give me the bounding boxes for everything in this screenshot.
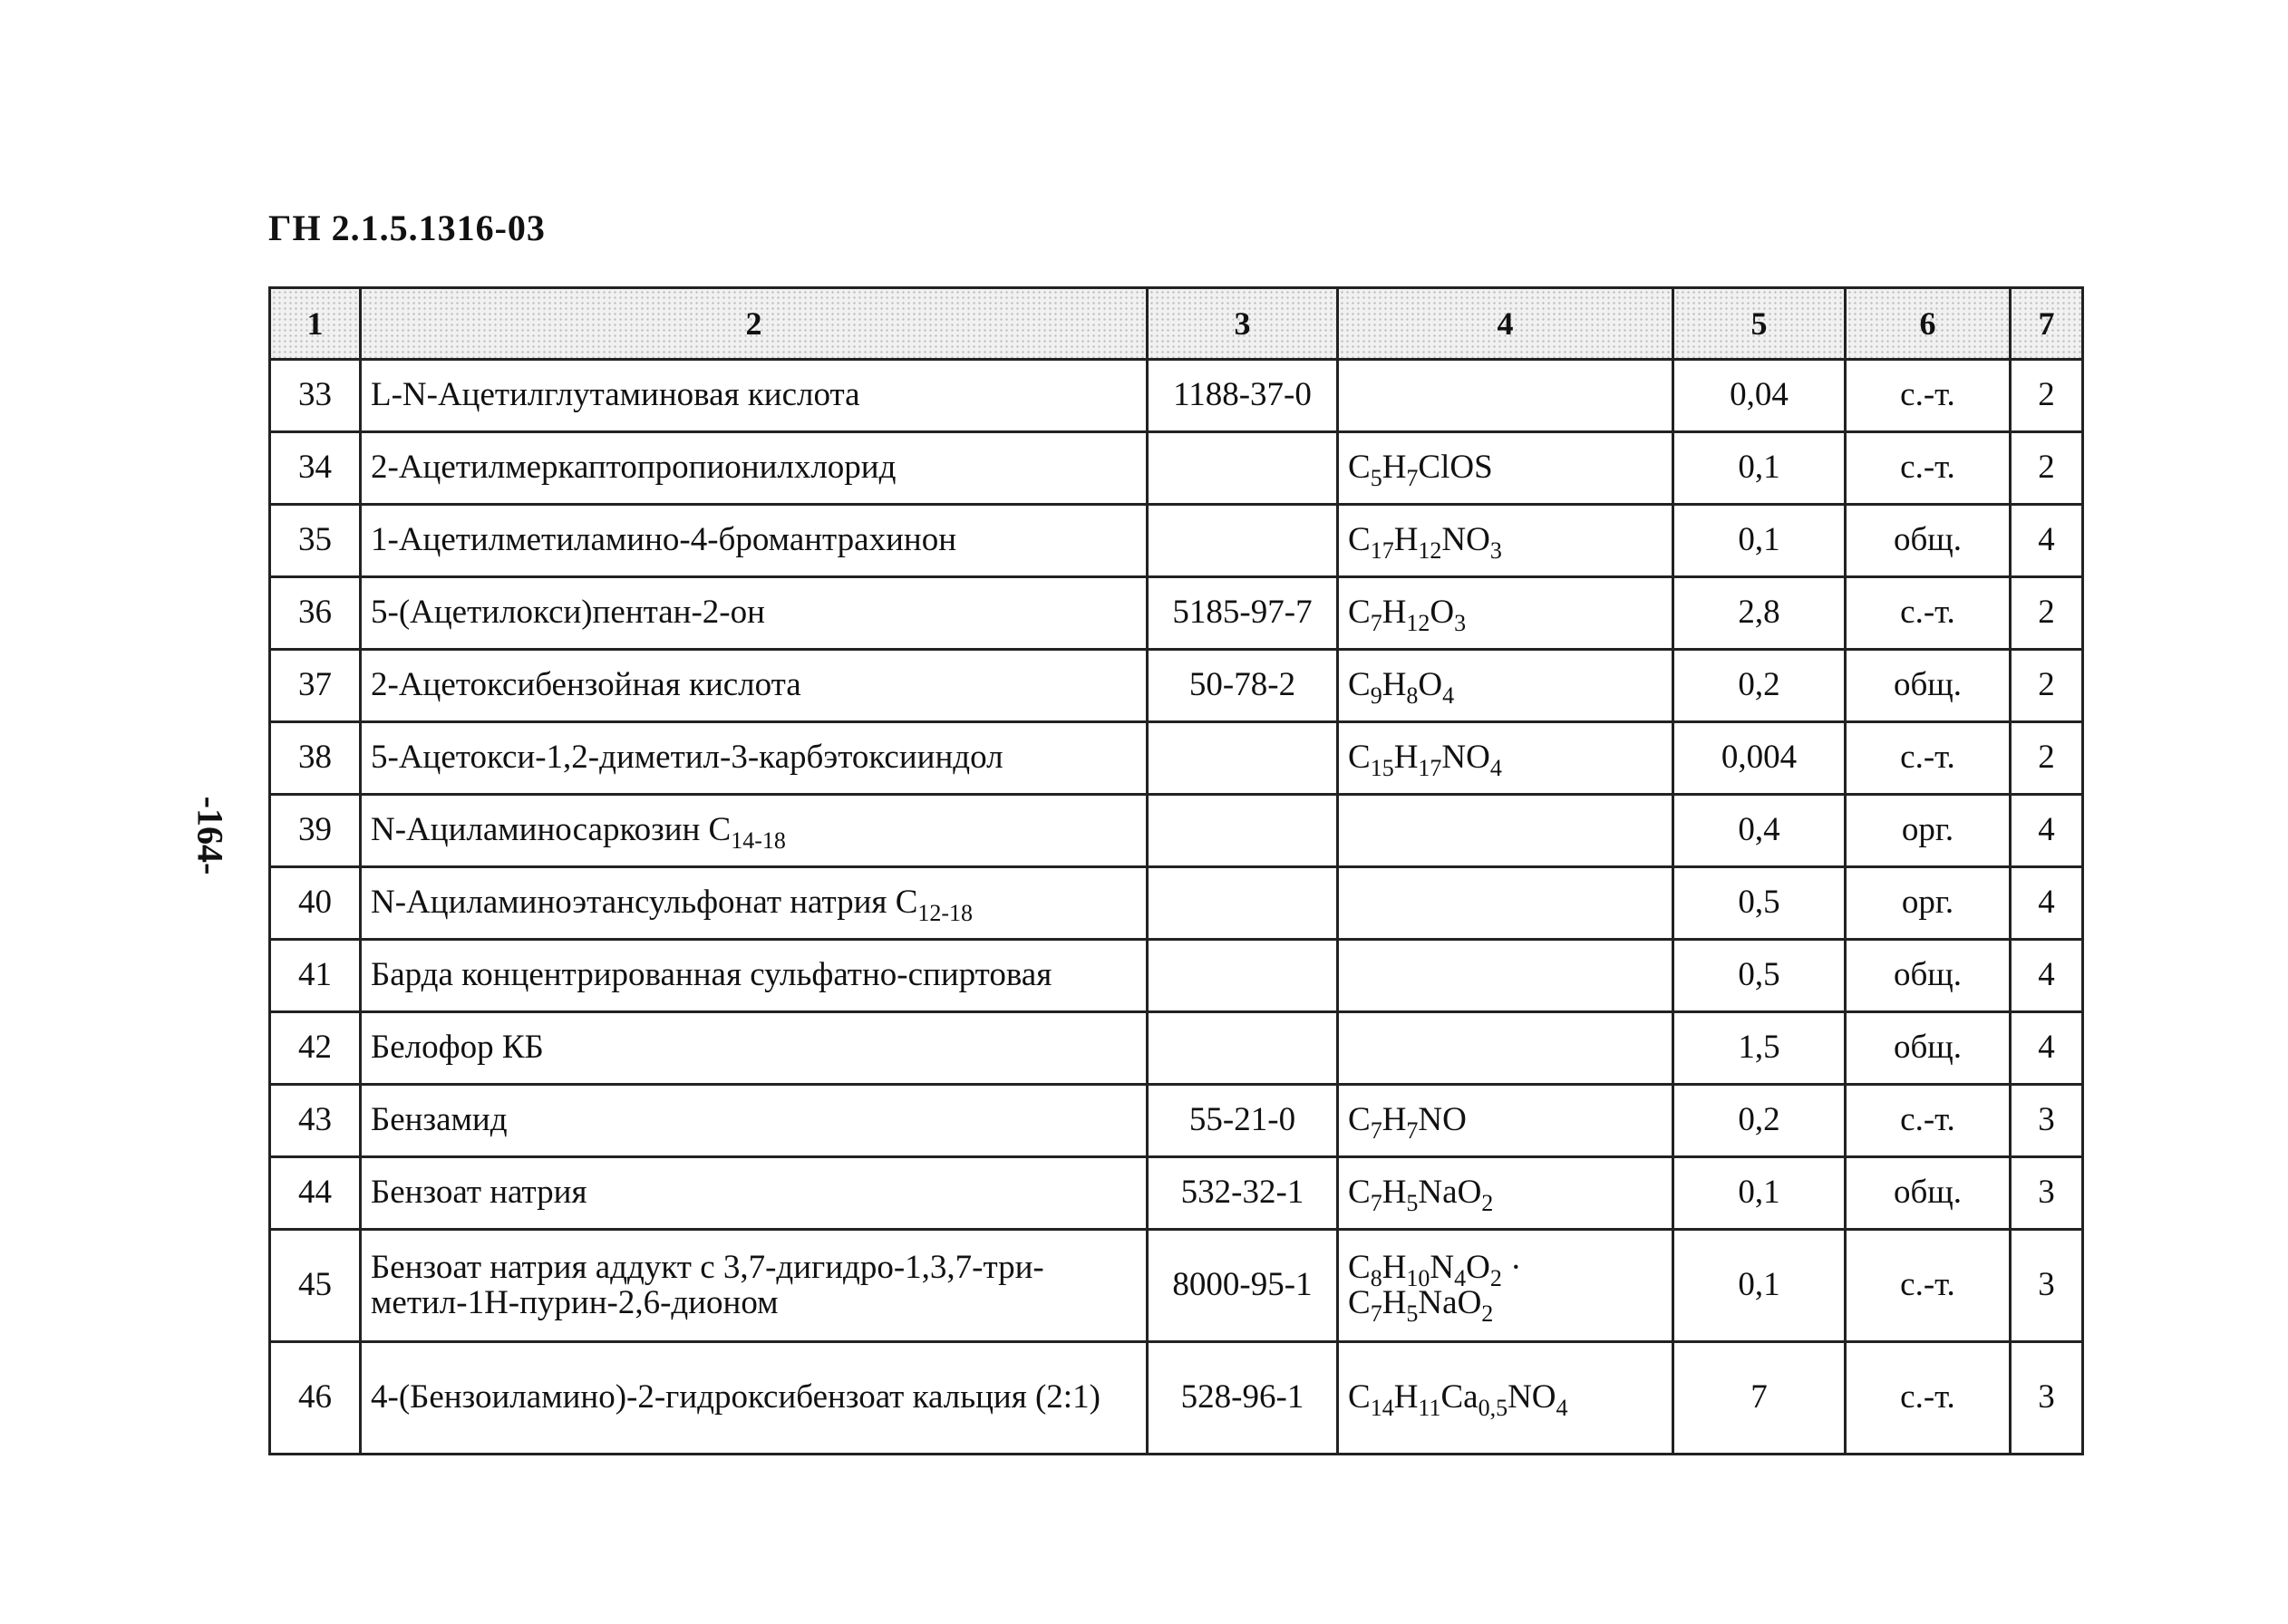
hazard-class-cell: 2	[2011, 650, 2083, 722]
row-number-cell: 40	[270, 867, 361, 940]
table-row	[270, 1085, 2083, 1157]
substance-name-cell: Бензоат натрия	[361, 1157, 1148, 1230]
cas-number-cell: 50-78-2	[1148, 650, 1338, 722]
substance-name-cell: Белофор КБ	[361, 1012, 1148, 1085]
hazard-class-cell: 4	[2011, 505, 2083, 577]
chemical-formula-cell	[1338, 795, 1673, 867]
hazard-class-cell: 4	[2011, 1012, 2083, 1085]
cas-number-cell: 55-21-0	[1148, 1085, 1338, 1157]
table-row	[270, 360, 2083, 432]
page-number-text: -164-	[189, 796, 231, 875]
limit-value-cell: 0,5	[1673, 940, 1846, 1012]
table-row	[270, 577, 2083, 650]
column-header: 7	[2011, 288, 2083, 360]
hazard-indicator-cell: с.-т.	[1846, 360, 2011, 432]
limit-value-cell: 0,004	[1673, 722, 1846, 795]
limit-value-cell: 0,2	[1673, 650, 1846, 722]
hazard-class-cell: 3	[2011, 1342, 2083, 1455]
cas-number-cell: 1188-37-0	[1148, 360, 1338, 432]
hazard-indicator-cell: общ.	[1846, 1012, 2011, 1085]
row-number-cell: 34	[270, 432, 361, 505]
limit-value-cell: 0,4	[1673, 795, 1846, 867]
chemical-formula-cell: $C_7H_5NaO_2$	[1338, 1157, 1673, 1230]
hazard-class-cell: 2	[2011, 577, 2083, 650]
row-number-cell: 44	[270, 1157, 361, 1230]
hazard-indicator-cell: с.-т.	[1846, 577, 2011, 650]
table-row	[270, 1157, 2083, 1230]
substance-name-cell: N-Ациламиноэтансульфонат натрия $C_{12-18}$	[361, 867, 1148, 940]
table-row	[270, 795, 2083, 867]
hazard-indicator-cell: орг.	[1846, 795, 2011, 867]
hazard-indicator-cell: с.-т.	[1846, 1342, 2011, 1455]
chemical-formula-cell: $C_9H_8O_4$	[1338, 650, 1673, 722]
hazard-indicator-cell: с.-т.	[1846, 722, 2011, 795]
chemical-formula-cell: $C_8H_{10}N_4O_2$ · $C_7H_5NaO_2$	[1338, 1230, 1673, 1342]
cas-number-cell	[1148, 795, 1338, 867]
substance-name-cell: Барда концентрированная сульфатно-спиртовая	[361, 940, 1148, 1012]
hazard-class-cell: 3	[2011, 1230, 2083, 1342]
table-row	[270, 432, 2083, 505]
chemical-formula-cell: $C_5H_7ClOS$	[1338, 432, 1673, 505]
chemical-formula-cell	[1338, 867, 1673, 940]
hazard-class-cell: 4	[2011, 940, 2083, 1012]
table-row	[270, 1342, 2083, 1455]
hazard-indicator-cell: общ.	[1846, 650, 2011, 722]
hazard-class-cell: 4	[2011, 795, 2083, 867]
column-header: 5	[1673, 288, 1846, 360]
hazard-indicator-cell: с.-т.	[1846, 432, 2011, 505]
chemical-formula-cell: $C_7H_7NO$	[1338, 1085, 1673, 1157]
hazard-class-cell: 2	[2011, 722, 2083, 795]
table-row	[270, 1012, 2083, 1085]
row-number-cell: 41	[270, 940, 361, 1012]
row-number-cell: 39	[270, 795, 361, 867]
substance-name-cell: 5-Ацетокси-1,2-диметил-3-карбэтоксииндол	[361, 722, 1148, 795]
chemical-formula-cell	[1338, 940, 1673, 1012]
hazard-indicator-cell: орг.	[1846, 867, 2011, 940]
header-row	[270, 288, 2083, 360]
hazard-indicator-cell: с.-т.	[1846, 1085, 2011, 1157]
chemical-formula-cell: $C_7H_{12}O_3$	[1338, 577, 1673, 650]
hazard-class-cell: 2	[2011, 432, 2083, 505]
row-number-cell: 46	[270, 1342, 361, 1455]
table-row	[270, 722, 2083, 795]
column-header: 3	[1148, 288, 1338, 360]
cas-number-cell	[1148, 1012, 1338, 1085]
hazard-indicator-cell: общ.	[1846, 940, 2011, 1012]
row-number-cell: 36	[270, 577, 361, 650]
limit-value-cell: 0,04	[1673, 360, 1846, 432]
chemical-formula-cell: $C_{14}H_{11}Ca_{0,5}NO_4$	[1338, 1342, 1673, 1455]
cas-number-cell	[1148, 432, 1338, 505]
substance-name-cell: 2-Ацетилмеркаптопропионилхлорид	[361, 432, 1148, 505]
limit-value-cell: 0,1	[1673, 1157, 1846, 1230]
limit-value-cell: 0,5	[1673, 867, 1846, 940]
table-row	[270, 505, 2083, 577]
chemical-formula-cell: $C_{17}H_{12}NO_3$	[1338, 505, 1673, 577]
row-number-cell: 45	[270, 1230, 361, 1342]
document-title: ГН 2.1.5.1316-03	[268, 208, 546, 248]
table-row	[270, 940, 2083, 1012]
cas-number-cell	[1148, 867, 1338, 940]
row-number-cell: 38	[270, 722, 361, 795]
hazard-class-cell: 2	[2011, 360, 2083, 432]
substance-name-cell: N-Ациламиносаркозин $C_{14-18}$	[361, 795, 1148, 867]
cas-number-cell: 8000-95-1	[1148, 1230, 1338, 1342]
limit-value-cell: 0,1	[1673, 505, 1846, 577]
table-row	[270, 867, 2083, 940]
hazard-indicator-cell: общ.	[1846, 505, 2011, 577]
limit-value-cell: 1,5	[1673, 1012, 1846, 1085]
cas-number-cell	[1148, 940, 1338, 1012]
substance-name-cell: 5-(Ацетилокси)пентан-2-он	[361, 577, 1148, 650]
table-body	[270, 360, 2083, 1455]
cas-number-cell: 532-32-1	[1148, 1157, 1338, 1230]
substance-name-cell: 2-Ацетоксибензойная кислота	[361, 650, 1148, 722]
row-number-cell: 42	[270, 1012, 361, 1085]
substance-name-cell: Бензоат натрия аддукт с 3,7-дигидро-1,3,7-три-метил-1Н-пурин-2,6-дионом	[361, 1230, 1148, 1342]
hazard-indicator-cell: с.-т.	[1846, 1230, 2011, 1342]
column-header: 4	[1338, 288, 1673, 360]
cas-number-cell: 528-96-1	[1148, 1342, 1338, 1455]
chemical-formula-cell: $C_{15}H_{17}NO_4$	[1338, 722, 1673, 795]
row-number-cell: 35	[270, 505, 361, 577]
table-row	[270, 1230, 2083, 1342]
substances-table	[268, 286, 2084, 1455]
substance-name-cell: 4-(Бензоиламино)-2-гидроксибензоат кальция (2:1)	[361, 1342, 1148, 1455]
table-row	[270, 650, 2083, 722]
hazard-class-cell: 4	[2011, 867, 2083, 940]
cas-number-cell	[1148, 722, 1338, 795]
cas-number-cell	[1148, 505, 1338, 577]
substance-name-cell: 1-Ацетилметиламино-4-бромантрахинон	[361, 505, 1148, 577]
row-number-cell: 37	[270, 650, 361, 722]
limit-value-cell: 0,1	[1673, 1230, 1846, 1342]
cas-number-cell: 5185-97-7	[1148, 577, 1338, 650]
column-header: 6	[1846, 288, 2011, 360]
limit-value-cell: 7	[1673, 1342, 1846, 1455]
column-header: 2	[361, 288, 1148, 360]
hazard-class-cell: 3	[2011, 1157, 2083, 1230]
hazard-indicator-cell: общ.	[1846, 1157, 2011, 1230]
limit-value-cell: 0,2	[1673, 1085, 1846, 1157]
limit-value-cell: 0,1	[1673, 432, 1846, 505]
substance-name-cell: Бензамид	[361, 1085, 1148, 1157]
row-number-cell: 33	[270, 360, 361, 432]
chemical-formula-cell	[1338, 360, 1673, 432]
hazard-class-cell: 3	[2011, 1085, 2083, 1157]
limit-value-cell: 2,8	[1673, 577, 1846, 650]
column-header: 1	[270, 288, 361, 360]
row-number-cell: 43	[270, 1085, 361, 1157]
chemical-formula-cell	[1338, 1012, 1673, 1085]
substance-name-cell: L-N-Ацетилглутаминовая кислота	[361, 360, 1148, 432]
